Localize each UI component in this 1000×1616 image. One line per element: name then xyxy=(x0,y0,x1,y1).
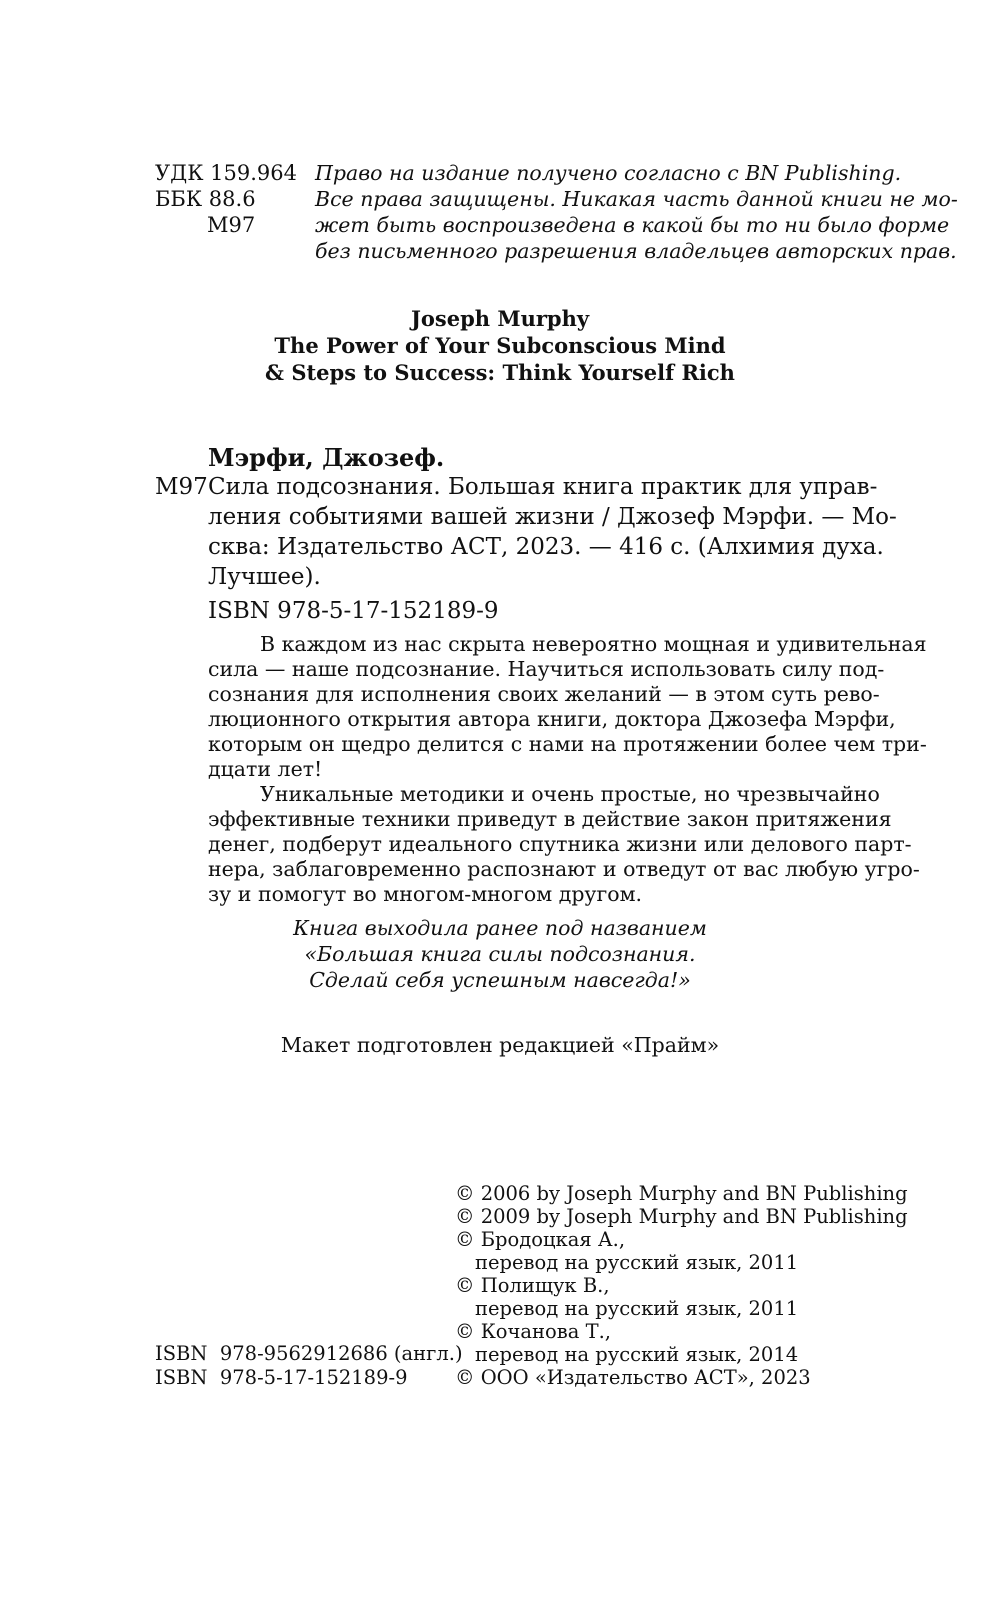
rights-line: Все права защищены. Никакая часть данной книги не мо- xyxy=(315,187,958,211)
bbk-code: ББК 88.6 xyxy=(155,187,256,211)
rights-notice xyxy=(315,160,958,264)
abstract-line: денег, подберут идеального спутника жизни или делового парт- xyxy=(208,832,912,856)
bib-line: Лучшее). xyxy=(208,564,321,590)
abstract-line: В каждом из нас скрыта невероятно мощная и удивительная xyxy=(260,632,927,656)
isbn-line: ISBN 978-9562912686 (англ.) xyxy=(155,1342,463,1365)
abstract-line: сила — наше подсознание. Научиться использовать силу под- xyxy=(208,657,885,681)
copyright-line: © 2009 by Joseph Murphy and BN Publishing xyxy=(455,1205,908,1228)
original-title-line: The Power of Your Subconscious Mind xyxy=(274,333,726,358)
copyright-block xyxy=(455,1182,908,1389)
original-title-line: & Steps to Success: Think Yourself Rich xyxy=(265,360,735,385)
layout-credit: Макет подготовлен редакцией «Прайм» xyxy=(280,1033,720,1057)
abstract-line: дцати лет! xyxy=(208,757,323,781)
abstract-line: которым он щедро делится с нами на протяжении более чем три- xyxy=(208,732,927,756)
note-line: Книга выходила ранее под названием xyxy=(293,916,707,940)
classification-codes xyxy=(155,160,297,238)
rights-line: Право на издание получено согласно с BN Publishing. xyxy=(315,161,902,185)
copyright-line: перевод на русский язык, 2011 xyxy=(475,1297,799,1320)
bib-line: сква: Издательство АСТ, 2023. — 416 с. (Алхимия духа. xyxy=(208,534,884,560)
abstract-line: сознания для исполнения своих желаний — в этом суть рево- xyxy=(208,682,880,706)
copyright-line: © 2006 by Joseph Murphy and BN Publishing xyxy=(455,1182,908,1205)
note-line: Сделай себя успешным навсегда!» xyxy=(309,968,691,992)
bib-line: ления событиями вашей жизни / Джозеф Мэрфи. — Мо- xyxy=(208,504,897,530)
abstract xyxy=(208,632,927,907)
copyright-line: © Кочанова Т., xyxy=(455,1320,611,1343)
abstract-line: нера, заблаговременно распознают и отведут от вас любую угро- xyxy=(208,857,920,881)
rights-line: без письменного разрешения владельцев авторских прав. xyxy=(315,239,957,263)
copyright-line: перевод на русский язык, 2011 xyxy=(475,1251,799,1274)
note-line: «Большая книга силы подсознания. xyxy=(304,942,696,966)
catalog-isbn: ISBN 978-5-17-152189-9 xyxy=(208,598,499,624)
catalog-author: Мэрфи, Джозеф. xyxy=(208,443,445,472)
abstract-line: эффективные техники приведут в действие закон притяжения xyxy=(208,807,892,831)
copyright-line: © Полищук В., xyxy=(455,1274,610,1297)
author-mark: М97 xyxy=(207,213,256,237)
copyright-line: © Бродоцкая А., xyxy=(455,1228,626,1251)
original-author: Joseph Murphy xyxy=(410,306,590,331)
copyright-line: перевод на русский язык, 2014 xyxy=(475,1343,799,1366)
isbn-list xyxy=(155,1342,463,1390)
bibliographic-description xyxy=(208,472,897,592)
bib-line: Сила подсознания. Большая книга практик для управ- xyxy=(208,474,878,500)
udk-code: УДК 159.964 xyxy=(155,161,298,185)
isbn-line: ISBN 978-5-17-152189-9 xyxy=(155,1366,408,1389)
abstract-line: Уникальные методики и очень простые, но чрезвычайно xyxy=(260,782,880,806)
copyright-line: © ООО «Издательство АСТ», 2023 xyxy=(455,1366,811,1389)
rights-line: жет быть воспроизведена в какой бы то ни было форме xyxy=(315,213,950,237)
original-title-block xyxy=(0,305,1000,386)
abstract-line: зу и помогут во многом-многом другом. xyxy=(208,882,643,906)
abstract-line: люционного открытия автора книги, доктора Джозефа Мэрфи, xyxy=(208,707,896,731)
previous-title-note xyxy=(0,915,1000,993)
catalog-mark: М97 xyxy=(155,474,208,500)
